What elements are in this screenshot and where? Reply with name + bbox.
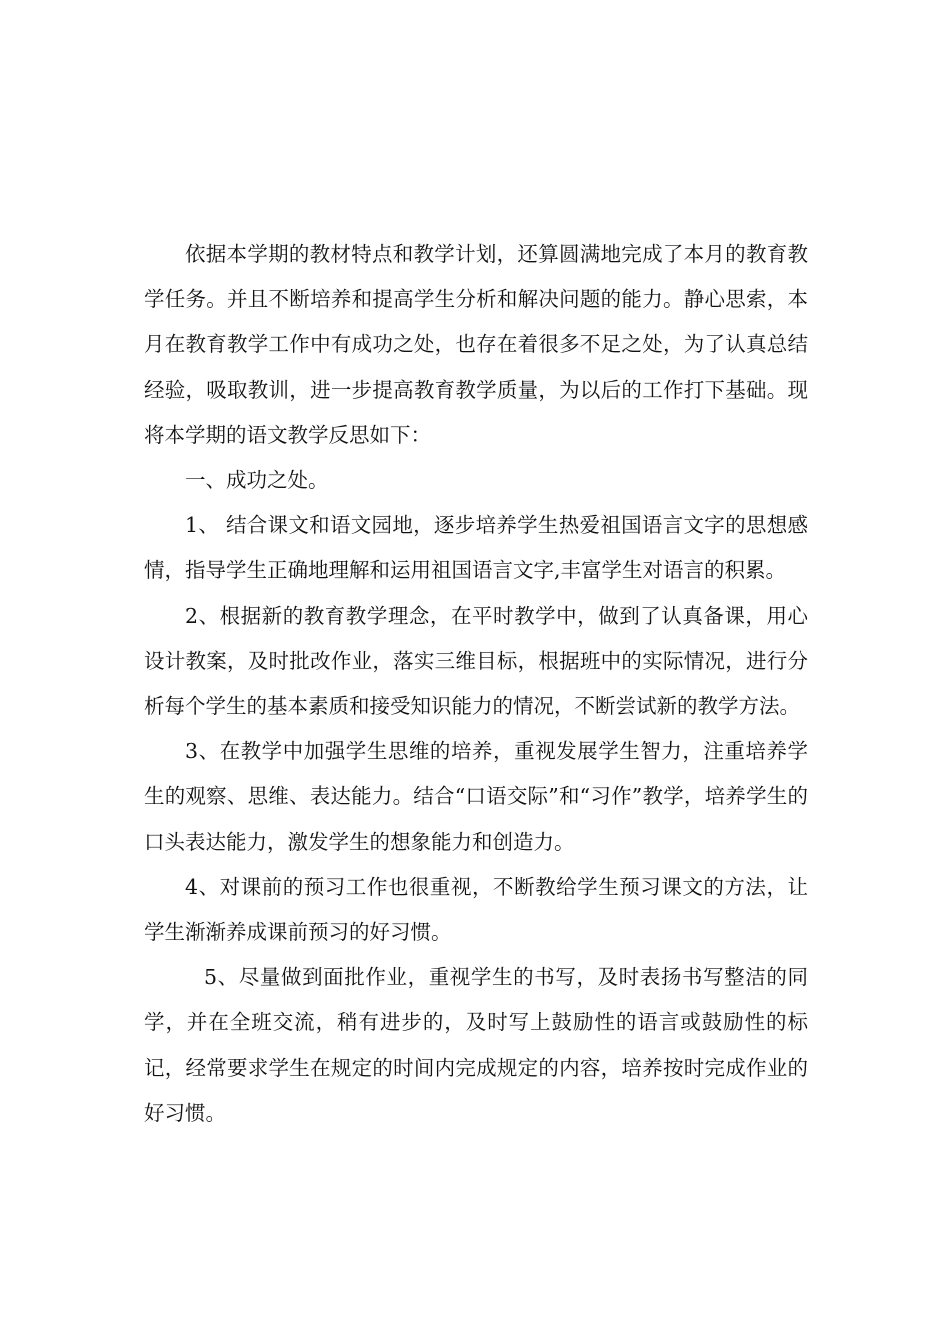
- section-heading-successes: 一、成功之处。: [185, 468, 329, 493]
- point-2-paragraph: 2、根据新的教育教学理念，在平时教学中，做到了认真备课，用心设计教案，及时批改作业，落实三维目标，根据班中的实际情况，进行分析每个学生的基本素质和接受知识能力的情况，不断尝试新的教学方法。: [144, 603, 808, 719]
- point-1-paragraph: 1、 结合课文和语文园地，逐步培养学生热爱祖国语言文字的思想感情，指导学生正确地理解和运用祖国语言文字,丰富学生对语言的积累。: [144, 513, 808, 583]
- point-3-paragraph: 3、在教学中加强学生思维的培养，重视发展学生智力，注重培养学生的观察、思维、表达能力。结合“口语交际”和“习作”教学，培养学生的口头表达能力，激发学生的想象能力和创造力。: [144, 739, 808, 854]
- document-body: [144, 232, 808, 1136]
- intro-paragraph: 依据本学期的教材特点和教学计划，还算圆满地完成了本月的教育教学任务。并且不断培养和提高学生分析和解决问题的能力。静心思索，本月在教育教学工作中有成功之处，也存在着很多不足之处，为了认真总结经验，吸取教训，进一步提高教育教学质量，为以后的工作打下基础。现将本学期的语文教学反思如下：: [144, 242, 808, 447]
- point-4-paragraph: 4、对课前的预习工作也很重视，不断教给学生预习课文的方法，让学生渐渐养成课前预习的好习惯。: [144, 874, 808, 945]
- point-5-paragraph: 5、尽量做到面批作业，重视学生的书写，及时表扬书写整洁的同学，并在全班交流，稍有进步的，及时写上鼓励性的语言或鼓励性的标记，经常要求学生在规定的时间内完成规定的内容，培养按时完成作业的好习惯。: [144, 965, 808, 1125]
